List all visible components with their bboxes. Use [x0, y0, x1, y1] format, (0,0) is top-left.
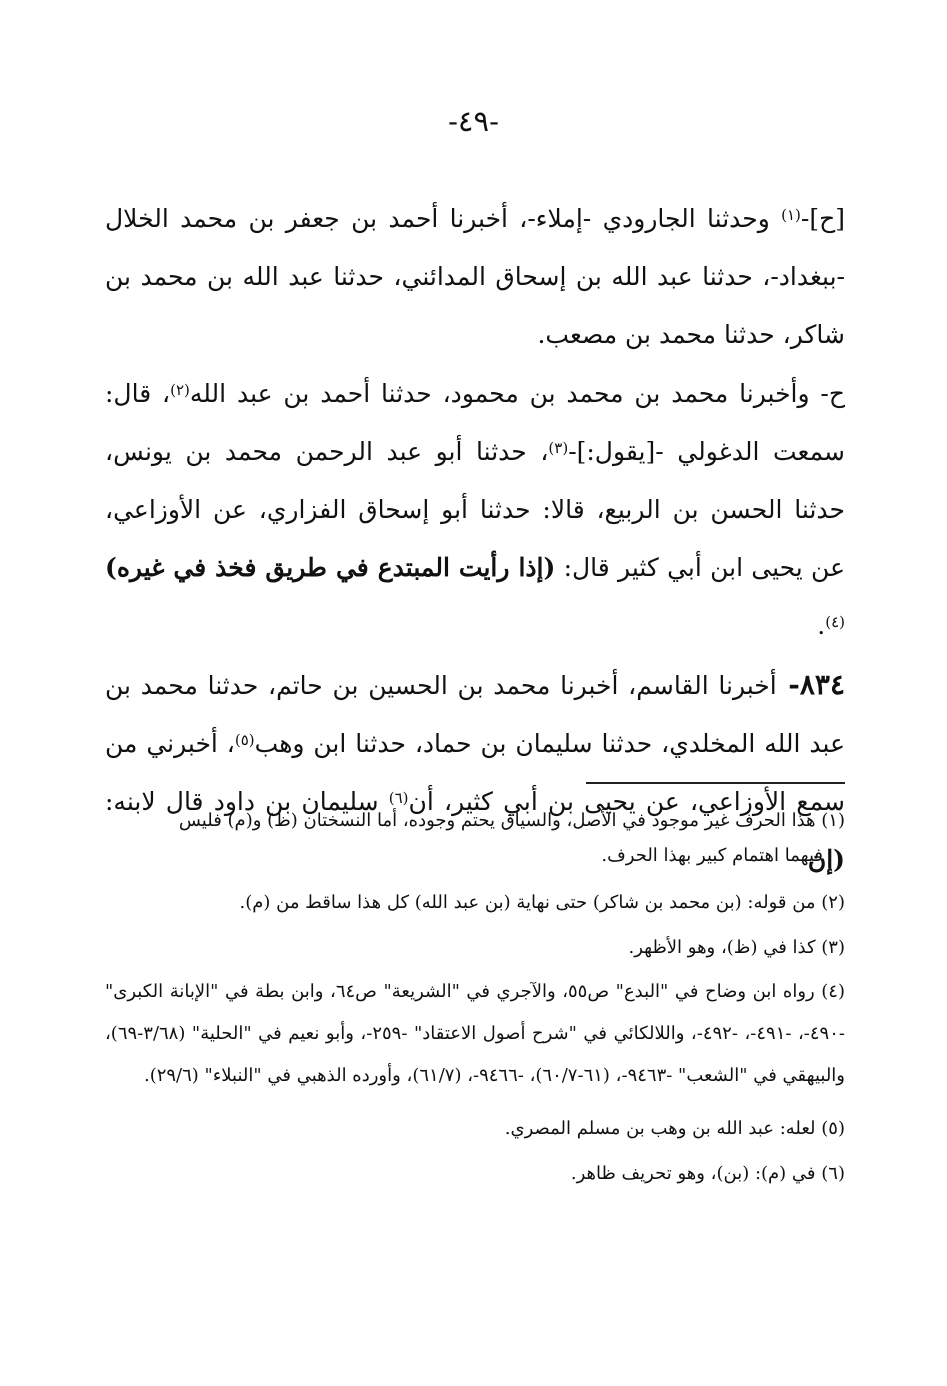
text-segment: أخبرنا القاسم، أخبرنا محمد بن الحسين بن حاتم، حدثنا محمد بن عبد الله المخلدي، حدثنا سليمان بن حماد، حدثنا ابن وهب [105, 670, 845, 758]
footnote-2: (٢) من قوله: (بن محمد بن شاكر) حتى نهاية (بن عبد الله) كل هذا ساقط من (م). [239, 892, 845, 913]
text-segment: ، أخبرني من سمع الأوزاعي، عن يحيى بن أبي كثير، أن [105, 728, 845, 817]
footnotes [105, 807, 845, 1187]
main-text [105, 190, 845, 889]
footnote-1-continued: فيهما اهتمام كبير بهذا الحرف. [601, 845, 823, 866]
footnote-marker-2: (٢) [170, 380, 190, 399]
footnote-4: (٤) رواه ابن وضاح في "البدع" ص٥٥، والآجري في "الشريعة" ص٦٤، وابن بطة في "الإبانة الكبرى" -٤٩٠-، -٤٩١-، -٤٩٢-، واللالكائي في "شرح أصول الاعتقاد" -٢٥٩-، وأبو نعيم في "الحلية" (٣/٦٨-٦٩)، والبيهقي في "الشعب" -٩٤٦٣-، (٦١-٦٠/٧)، -٩٤٦٦-، (٦١/٧)، وأورده الذهبي في "النبلاء" (٢٩/٦). [105, 981, 845, 1086]
footnote-1: (١) هذا الحرف غير موجود في الأصل، والسياق يحتم وجوده، أما النسختان (ظ) و(م) فليس [178, 810, 845, 831]
footnote-6: (٦) في (م): (بن)، وهو تحريف ظاهر. [570, 1163, 845, 1184]
paragraph-2 [105, 365, 845, 656]
text-segment: ح- وأخبرنا محمد بن محمد بن محمود، حدثنا أحمد بن عبد الله [189, 378, 845, 408]
quoted-saying: (إذا رأيت المبتدع في طريق فخذ في غيره) [105, 553, 556, 583]
footnote-3: (٣) كذا في (ظ)، وهو الأظهر. [628, 937, 845, 958]
text-segment: سليمان بن داود قال لابنه: [105, 787, 389, 817]
footnote-marker-3: (٣) [548, 438, 569, 457]
footnote-separator [586, 782, 845, 784]
text-segment: ، حدثنا أبو عبد الرحمن محمد بن يونس، حدثنا الحسن بن الربيع، قالا: حدثنا أبو إسحاق الفزاري، عن الأوزاعي، عن يحيى ابن أبي كثير قال: [105, 436, 845, 583]
page-number: -٤٩- [448, 104, 499, 138]
footnote-5: (٥) لعله: عبد الله بن وهب بن مسلم المصري. [504, 1118, 845, 1139]
footnote-marker-6: (٦) [388, 789, 409, 808]
hadith-number: ٨٣٤- [776, 667, 845, 701]
footnote-marker-5: (٥) [234, 730, 255, 749]
footnote-marker-1: (١) [781, 206, 801, 224]
text-segment: [ح]- [800, 204, 845, 233]
paragraph-1 [105, 190, 845, 365]
footnote-marker-4: (٤) [825, 613, 845, 632]
text-segment: . [817, 611, 826, 641]
text-segment: وحدثنا الجارودي -إملاء-، أخبرنا أحمد بن جعفر بن محمد الخلال -ببغداد-، حدثنا عبد الله بن إسحاق المدائني، حدثنا عبد الله بن محمد بن شاكر، حدثنا محمد بن مصعب. [105, 204, 845, 350]
text-segment: ، قال: سمعت الدغولي -[يقول:]- [105, 378, 845, 466]
quoted-saying: (إن [807, 845, 845, 875]
